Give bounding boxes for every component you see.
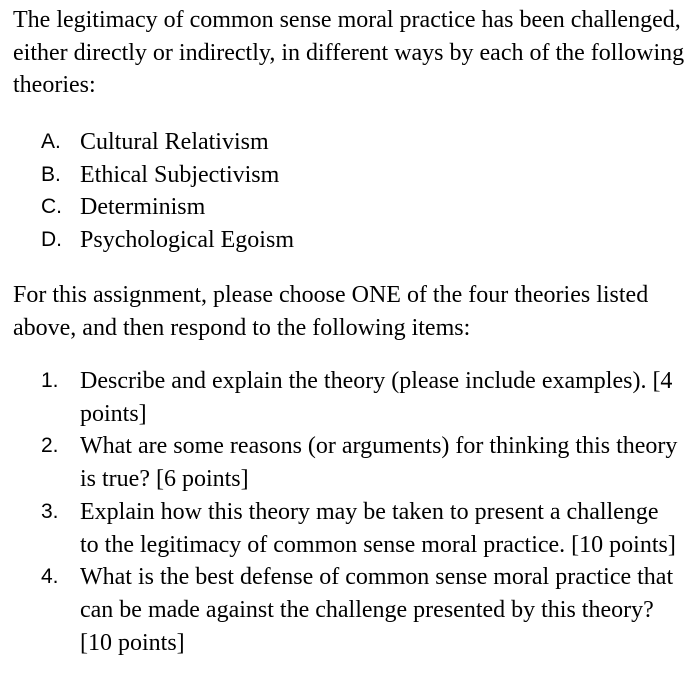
theory-text: Psychological Egoism [80,227,294,254]
assignment-item [0,561,680,659]
item-text: What is the best defense of common sense moral practice that can be made against the challenge presented by this theory? [10 points] [80,564,674,656]
list-marker: A. [41,130,61,153]
list-marker: 1. [41,369,59,392]
list-marker: 4. [41,565,59,589]
list-marker: 3. [41,499,59,523]
item-text: Describe and explain the theory (please include examples). [4 points] [80,368,673,427]
theory-item [0,159,680,192]
assignment-item [0,430,680,495]
list-marker: 2. [41,434,59,458]
list-marker: D. [41,228,62,252]
assignment-item [0,496,680,561]
item-text: Explain how this theory may be taken to present a challenge to the legitimacy of common sense moral practice. [10 points] [80,498,676,558]
theory-text: Cultural Relativism [80,129,269,155]
item-text: What are some reasons (or arguments) for thinking this theory is true? [6 points] [80,433,678,493]
items-list [0,365,698,659]
theory-item [0,191,680,224]
theories-list [0,126,698,257]
theory-text: Ethical Subjectivism [80,161,280,188]
instructions-paragraph: For this assignment, please choose ONE of the four theories listed above, and then respond to the following items: [13,282,649,341]
theory-text: Determinism [80,194,206,221]
list-marker: C. [41,195,62,219]
list-marker: B. [41,162,61,186]
theory-item [0,224,680,257]
theory-item [0,126,680,159]
intro-paragraph: The legitimacy of common sense moral practice has been challenged, either directly or indirectly, in different ways by each of the following theories: [13,7,685,99]
assignment-item [0,365,680,430]
